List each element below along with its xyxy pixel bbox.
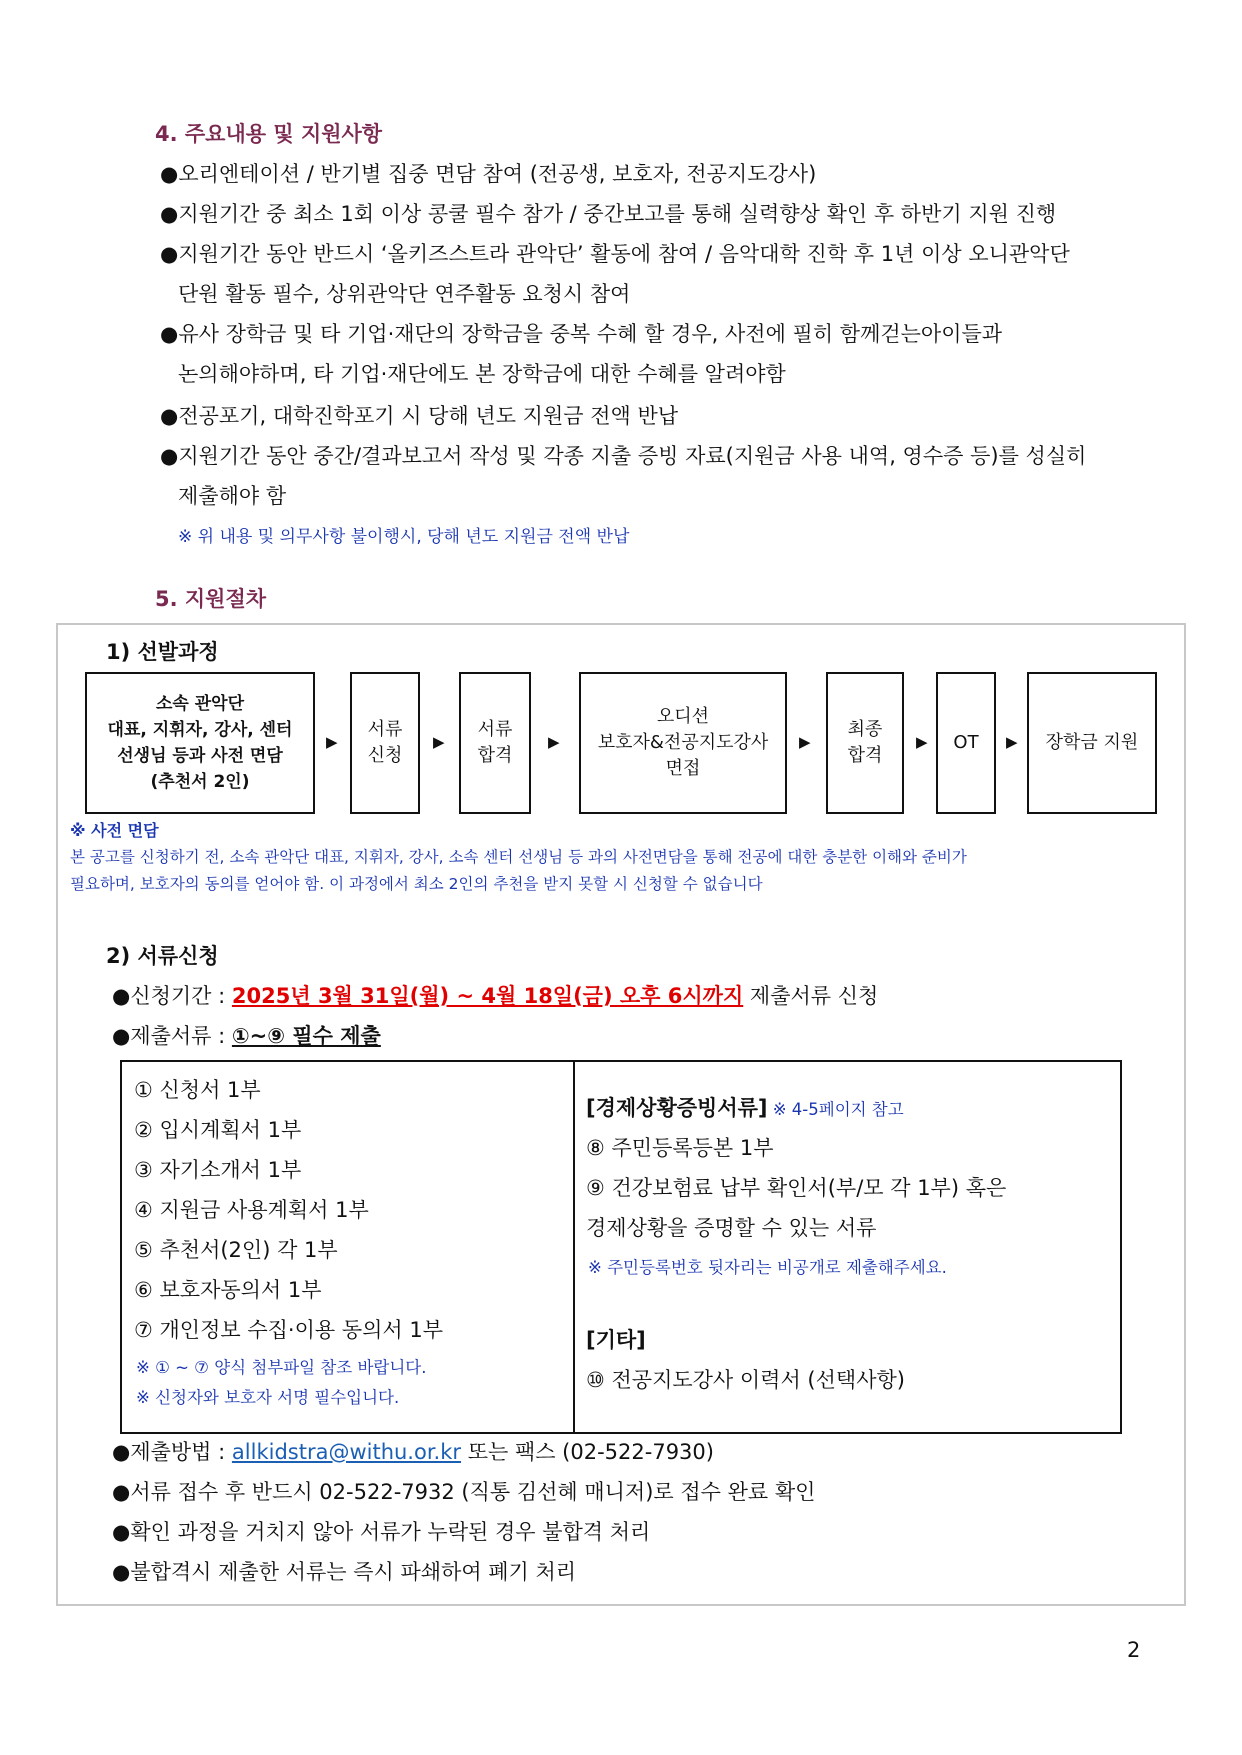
period-value: 2025년 3월 31일(월) ~ 4월 18일(금) 오후 6시까지 bbox=[231, 984, 744, 1008]
doc-item: ⑥ 보호자동의서 1부 bbox=[134, 1278, 322, 1302]
doc-item: ① 신청서 1부 bbox=[134, 1078, 261, 1102]
documents-table bbox=[120, 1060, 1122, 1434]
doc-item: ⑤ 추천서(2인) 각 1부 bbox=[134, 1238, 338, 1262]
flow-step-scholarship bbox=[1027, 672, 1157, 814]
flow-step-doc-pass bbox=[459, 672, 531, 814]
after-bullet: ●서류 접수 후 반드시 02-522-7932 (직통 김선혜 매니저)로 접수 완료 확인 bbox=[112, 1480, 816, 1504]
flow-arrow: ▶ bbox=[548, 733, 560, 751]
section4-bullet: ●전공포기, 대학진학포기 시 당해 년도 지원금 전액 반납 bbox=[160, 404, 679, 428]
section4-bullet: ●지원기간 동안 반드시 ‘올키즈스트라 관악단’ 활동에 참여 / 음악대학 진학 후 1년 이상 오니관악단 bbox=[160, 242, 1070, 266]
submit-label: ●제출방법 : bbox=[112, 1440, 232, 1464]
flow-line: 소속 관악단 bbox=[155, 694, 245, 714]
flow-arrow: ▶ bbox=[1006, 733, 1018, 751]
page-number: 2 bbox=[1127, 1638, 1141, 1662]
doc-item: ⑨ 건강보험료 납부 확인서(부/모 각 1부) 혹은 bbox=[586, 1176, 1007, 1200]
flow-arrow: ▶ bbox=[326, 733, 338, 751]
doc-item: ⑩ 전공지도강사 이력서 (선택사항) bbox=[586, 1368, 905, 1392]
docs-label: ●제출서류 : bbox=[112, 1024, 232, 1048]
flow-line: 합격 bbox=[477, 745, 513, 766]
flow-step-final-pass bbox=[826, 672, 904, 814]
section4-bullet: ●유사 장학금 및 타 기업·재단의 장학금을 중복 수혜 할 경우, 사전에 필히 함께걷는아이들과 bbox=[160, 322, 1003, 346]
flow-line: 서류 bbox=[477, 719, 513, 740]
doc-item: ④ 지원금 사용계획서 1부 bbox=[134, 1198, 369, 1222]
flow-step-doc-apply bbox=[350, 672, 420, 814]
doc-note: ※ 신청자와 보호자 서명 필수입니다. bbox=[136, 1388, 400, 1407]
doc-item: ③ 자기소개서 1부 bbox=[134, 1158, 302, 1182]
doc-item: 경제상황을 증명할 수 있는 서류 bbox=[586, 1216, 877, 1240]
submit-line bbox=[112, 1436, 714, 1466]
after-bullet: ●불합격시 제출한 서류는 즉시 파쇄하여 폐기 처리 bbox=[112, 1560, 577, 1584]
section4-bullet: ●지원기간 동안 중간/결과보고서 작성 및 각종 지출 증빙 자료(지원금 사용 내역, 영수증 등)를 성실히 bbox=[160, 444, 1087, 468]
flow-line: 최종 bbox=[847, 719, 883, 740]
economic-docs-ref: ※ 4-5페이지 참고 bbox=[767, 1100, 904, 1119]
email-link[interactable]: allkidstra@withu.or.kr bbox=[231, 1440, 462, 1464]
section4-bullet: ●오리엔테이션 / 반기별 집중 면담 참여 (전공생, 보호자, 전공지도강사) bbox=[160, 162, 817, 186]
economic-docs-title: [경제상황증빙서류] bbox=[586, 1096, 768, 1120]
doc-item: ⑧ 주민등록등본 1부 bbox=[586, 1136, 774, 1160]
flow-line: 합격 bbox=[847, 745, 883, 766]
docs-value: ①~⑨ 필수 제출 bbox=[231, 1024, 381, 1048]
section4-bullet-cont: 단원 활동 필수, 상위관악단 연주활동 요청시 참여 bbox=[178, 282, 631, 306]
flow-step-audition bbox=[579, 672, 787, 814]
section5-heading: 5. 지원절차 bbox=[155, 587, 267, 611]
flow-line: 신청 bbox=[367, 745, 403, 766]
pre-interview-text: 본 공고를 신청하기 전, 소속 관악단 대표, 지휘자, 강사, 소속 센터 선생님 등 과의 사전면담을 통해 전공에 대한 충분한 이해와 준비가 bbox=[70, 848, 967, 866]
section4-bullet-cont: 제출해야 함 bbox=[178, 484, 287, 508]
section4-bullet-cont: 논의해야하며, 타 기업·재단에도 본 장학금에 대한 수혜를 알려야함 bbox=[178, 362, 786, 386]
docs-title: 2) 서류신청 bbox=[106, 944, 219, 968]
pre-interview-text: 필요하며, 보호자의 동의를 얻어야 함. 이 과정에서 최소 2인의 추천을 받지 못할 시 신청할 수 없습니다 bbox=[70, 875, 763, 893]
flow-line: 보호자&전공지도강사 bbox=[597, 732, 769, 753]
flow-step-pre-interview bbox=[85, 672, 315, 814]
process-title: 1) 선발과정 bbox=[106, 640, 219, 664]
flow-arrow: ▶ bbox=[433, 733, 445, 751]
flow-arrow: ▶ bbox=[799, 733, 811, 751]
period-line bbox=[112, 980, 878, 1010]
flow-line: (추천서 2인) bbox=[150, 772, 250, 792]
flow-line: 선생님 등과 사전 면담 bbox=[117, 746, 283, 766]
flow-step-ot bbox=[936, 672, 996, 814]
economic-docs-header bbox=[586, 1092, 904, 1122]
section4-bullet: ●지원기간 중 최소 1회 이상 콩쿨 필수 참가 / 중간보고를 통해 실력향상 확인 후 하반기 지원 진행 bbox=[160, 202, 1057, 226]
doc-item: ⑦ 개인정보 수집·이용 동의서 1부 bbox=[134, 1318, 443, 1342]
flow-line: 오디션 bbox=[656, 706, 710, 727]
submit-suffix: 또는 팩스 (02-522-7930) bbox=[461, 1440, 714, 1464]
period-label: ●신청기간 : bbox=[112, 984, 232, 1008]
period-suffix: 제출서류 신청 bbox=[743, 984, 879, 1008]
doc-note: ※ ① ~ ⑦ 양식 첨부파일 참조 바랍니다. bbox=[136, 1358, 427, 1377]
doc-item: ② 입시계획서 1부 bbox=[134, 1118, 302, 1142]
after-bullet: ●확인 과정을 거치지 않아 서류가 누락된 경우 불합격 처리 bbox=[112, 1520, 651, 1544]
flow-line: OT bbox=[953, 732, 979, 753]
etc-header: [기타] bbox=[586, 1328, 646, 1352]
section4-heading: 4. 주요내용 및 지원사항 bbox=[155, 122, 383, 146]
doc-note: ※ 주민등록번호 뒷자리는 비공개로 제출해주세요. bbox=[588, 1258, 947, 1277]
flow-line: 장학금 지원 bbox=[1045, 732, 1139, 753]
flow-arrow: ▶ bbox=[916, 733, 928, 751]
flow-line: 면접 bbox=[665, 758, 701, 779]
pre-interview-title: ※ 사전 면담 bbox=[70, 821, 159, 840]
table-divider bbox=[573, 1062, 575, 1432]
section4-note: ※ 위 내용 및 의무사항 불이행시, 당해 년도 지원금 전액 반납 bbox=[178, 527, 630, 547]
docs-line bbox=[112, 1020, 381, 1050]
flow-line: 서류 bbox=[367, 719, 403, 740]
flow-line: 대표, 지휘자, 강사, 센터 bbox=[107, 720, 293, 740]
